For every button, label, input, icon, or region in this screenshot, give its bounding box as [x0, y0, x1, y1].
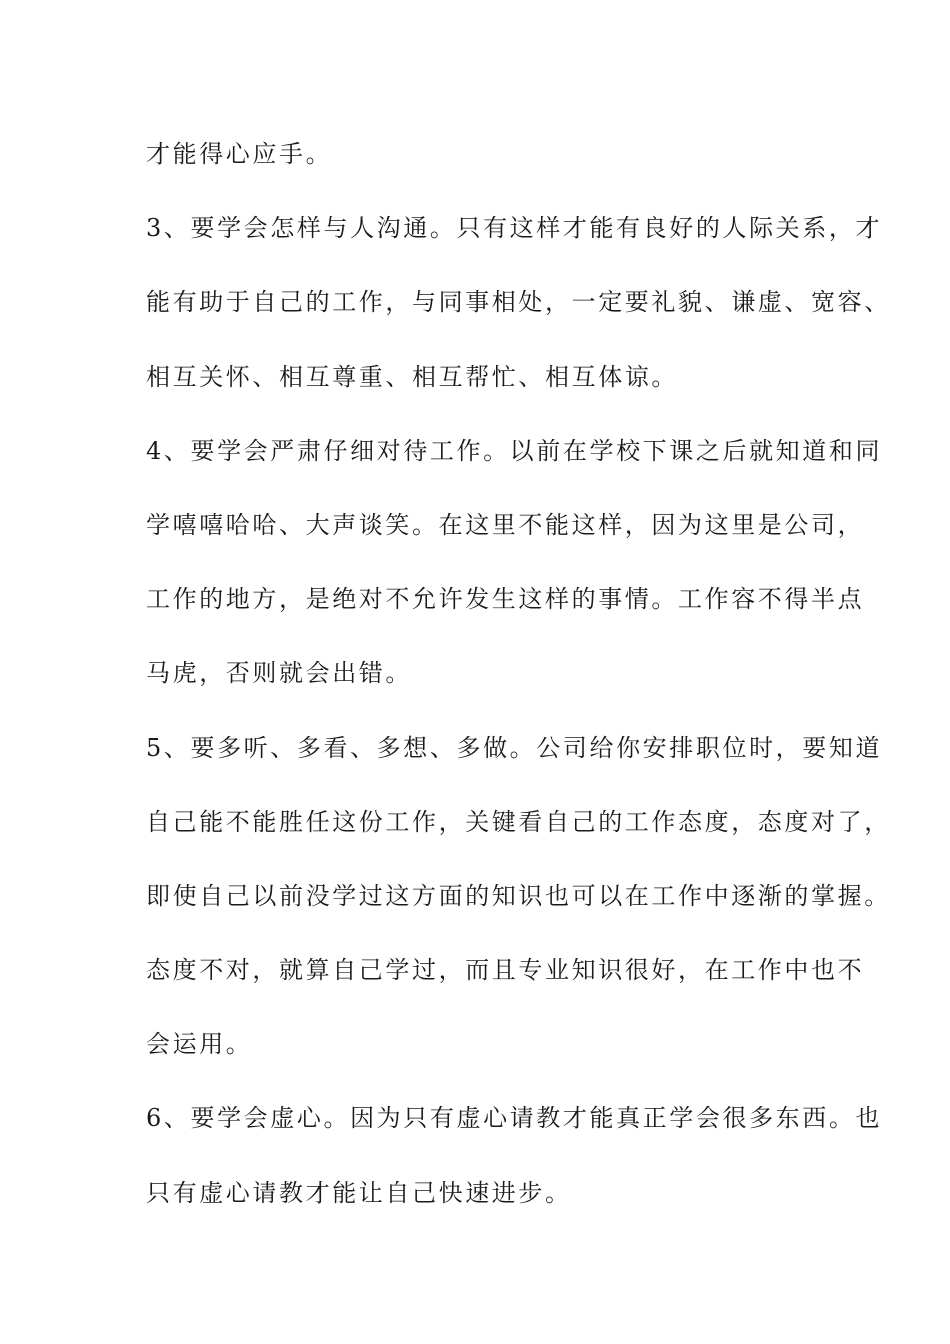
text-line: 6、要学会虚心。因为只有虚心请教才能真正学会很多东西。也 — [146, 1104, 883, 1133]
text-line: 即使自己以前没学过这方面的知识也可以在工作中逐渐的掌握。 — [146, 881, 891, 910]
text-line: 能有助于自己的工作，与同事相处，一定要礼貌、谦虚、宽容、 — [146, 288, 891, 317]
text-line: 会运用。 — [146, 1030, 253, 1059]
text-line: 只有虚心请教才能让自己快速进步。 — [146, 1178, 572, 1207]
text-line: 4、要学会严肃仔细对待工作。以前在学校下课之后就知道和同 — [146, 436, 883, 465]
text-line: 相互关怀、相互尊重、相互帮忙、相互体谅。 — [146, 362, 678, 391]
text-line: 学嘻嘻哈哈、大声谈笑。在这里不能这样，因为这里是公司， — [146, 510, 865, 539]
text-line: 自己能不能胜任这份工作，关键看自己的工作态度，态度对了， — [146, 807, 891, 836]
text-line: 态度不对，就算自己学过，而且专业知识很好，在工作中也不 — [146, 956, 865, 985]
text-line: 才能得心应手。 — [146, 140, 333, 168]
text-line: 工作的地方，是绝对不允许发生这样的事情。工作容不得半点 — [146, 585, 865, 614]
text-line: 马虎，否则就会出错。 — [146, 659, 412, 688]
text-line: 3、要学会怎样与人沟通。只有这样才能有良好的人际关系，才 — [146, 214, 883, 243]
document-body — [146, 130, 891, 1243]
text-line: 5、要多听、多看、多想、多做。公司给你安排职位时，要知道 — [146, 733, 883, 762]
